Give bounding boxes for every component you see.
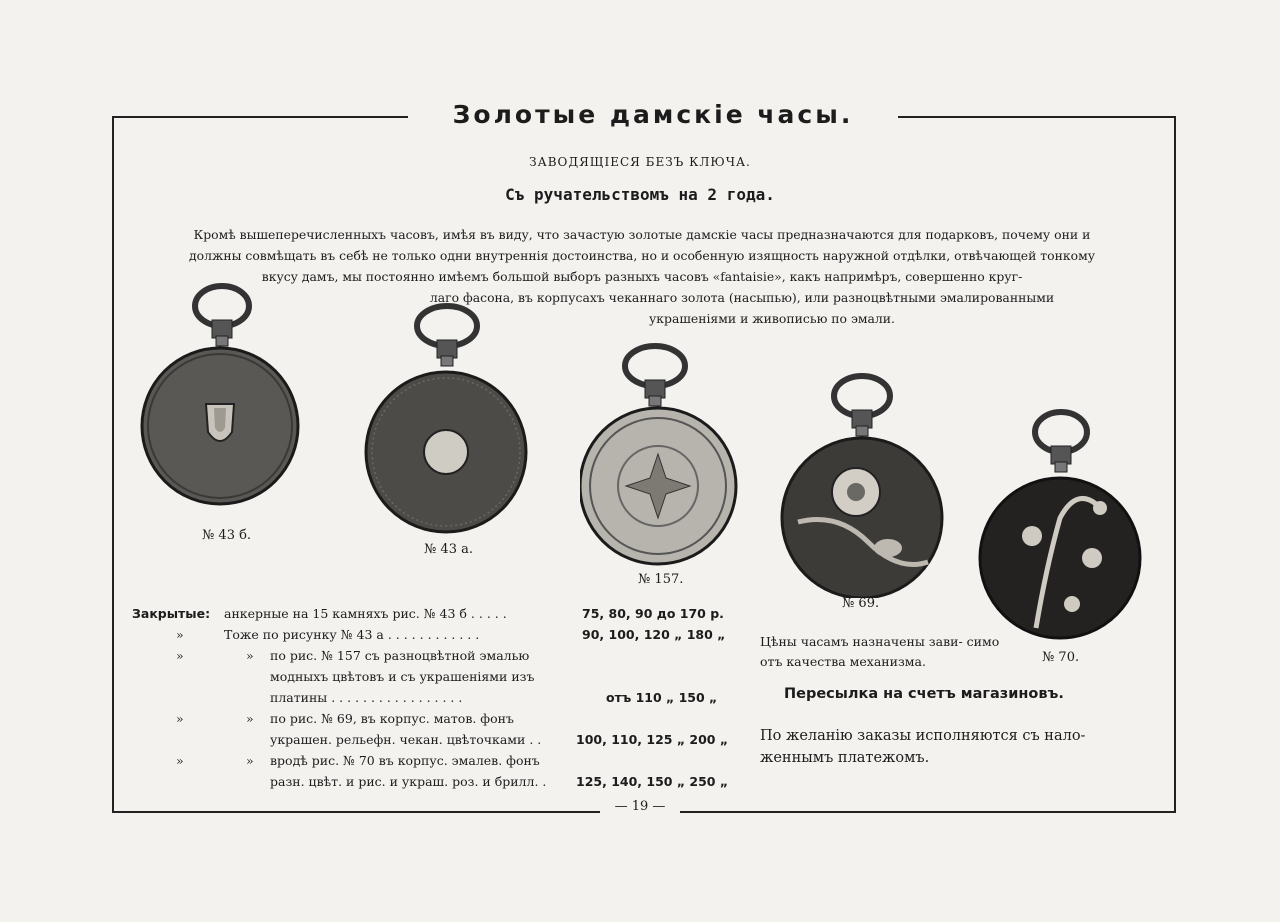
watch-43b-icon <box>140 282 300 512</box>
price-row <box>132 648 742 669</box>
price-row <box>132 606 742 627</box>
subtitle: ЗАВОДЯЩIЕСЯ БЕЗЪ КЛЮЧА. <box>529 155 751 169</box>
shipping-text: По желанiю заказы исполняются съ нало- женнымъ платежомъ. <box>760 728 1086 766</box>
price-row <box>132 669 742 690</box>
price-row <box>132 753 742 774</box>
ditto-mark: » <box>246 711 254 726</box>
price-list <box>132 606 742 795</box>
ditto-mark: » <box>246 753 254 768</box>
page-number: — 19 — <box>600 799 680 814</box>
intro-line: вкусу дамъ, мы постоянно имѣемъ большой выборъ разныхъ часовъ «fantaisie», какъ напримѣръ, совершенно круг- <box>261 269 1023 284</box>
intro-line: лаго фасона, въ корпусахъ чеканнаго золота (насыпью), или разноцвѣтными эмалированными <box>429 290 1055 305</box>
intro-line: должны совмѣщать въ себѣ не только одни внутреннiя достоинства, но и особенную изящность наружной отдѣлки, отвѣчающей тонкому <box>188 248 1096 263</box>
watch-caption: № 157. <box>638 572 684 587</box>
guarantee-heading: Съ ручательствомъ на 2 года. <box>505 185 775 204</box>
shipping-heading: Пересылка на счетъ магазиновъ. <box>784 686 1064 702</box>
price-row <box>132 690 742 711</box>
price-description: анкерные на 15 камняхъ рис. № 43 б . . . . . <box>224 606 507 621</box>
intro-line: украшенiями и живописью по эмали. <box>649 311 895 326</box>
page-title: Золотые дамскiе часы. <box>408 100 898 129</box>
price-values: отъ 110 „ 150 „ <box>606 690 718 705</box>
ditto-mark: » <box>246 648 254 663</box>
watch-69-icon <box>778 372 948 598</box>
watch-157-icon <box>580 342 740 572</box>
ditto-mark: » <box>176 753 184 768</box>
watch-70-icon <box>976 408 1146 648</box>
watch-caption: № 43 б. <box>202 528 252 543</box>
price-description: платины . . . . . . . . . . . . . . . . . <box>270 690 463 705</box>
ditto-mark: » <box>176 627 184 642</box>
watch-caption: № 43 а. <box>424 542 473 557</box>
price-description: по рис. № 69, въ корпус. матов. фонъ <box>270 711 514 726</box>
price-row <box>132 627 742 648</box>
price-values: 125, 140, 150 „ 250 „ <box>576 774 729 789</box>
price-description: по рис. № 157 съ разноцвѣтной эмалью <box>270 648 530 663</box>
closed-label: Закрытые: <box>132 606 211 621</box>
price-values: 90, 100, 120 „ 180 „ <box>582 627 726 642</box>
price-row <box>132 732 742 753</box>
price-description: модныхъ цвѣтовъ и съ украшенiями изъ <box>270 669 535 684</box>
price-values: 75, 80, 90 до 170 р. <box>582 606 724 621</box>
watch-caption: № 69. <box>842 596 880 611</box>
intro-line: Кромѣ вышеперечисленныхъ часовъ, имѣя въ виду, что зачастую золотые дамскiе часы предназначаются для подарковъ, почему они и <box>193 227 1091 242</box>
ditto-mark: » <box>176 711 184 726</box>
price-description: Тоже по рисунку № 43 а . . . . . . . . . . . . <box>224 627 480 642</box>
price-values: 100, 110, 125 „ 200 „ <box>576 732 729 747</box>
price-row <box>132 774 742 795</box>
price-row <box>132 711 742 732</box>
price-description: вродѣ рис. № 70 въ корпус. эмалев. фонъ <box>270 753 540 768</box>
price-description: украшен. рельефн. чекан. цвѣточками . . <box>270 732 542 747</box>
price-note: Цѣны часамъ назначены зави- симо отъ качества механизма. <box>760 634 1000 669</box>
ditto-mark: » <box>176 648 184 663</box>
watch-caption: № 70. <box>1042 650 1080 665</box>
watch-43a-icon <box>364 302 528 540</box>
price-description: разн. цвѣт. и рис. и украш. роз. и брилл. . <box>270 774 547 789</box>
